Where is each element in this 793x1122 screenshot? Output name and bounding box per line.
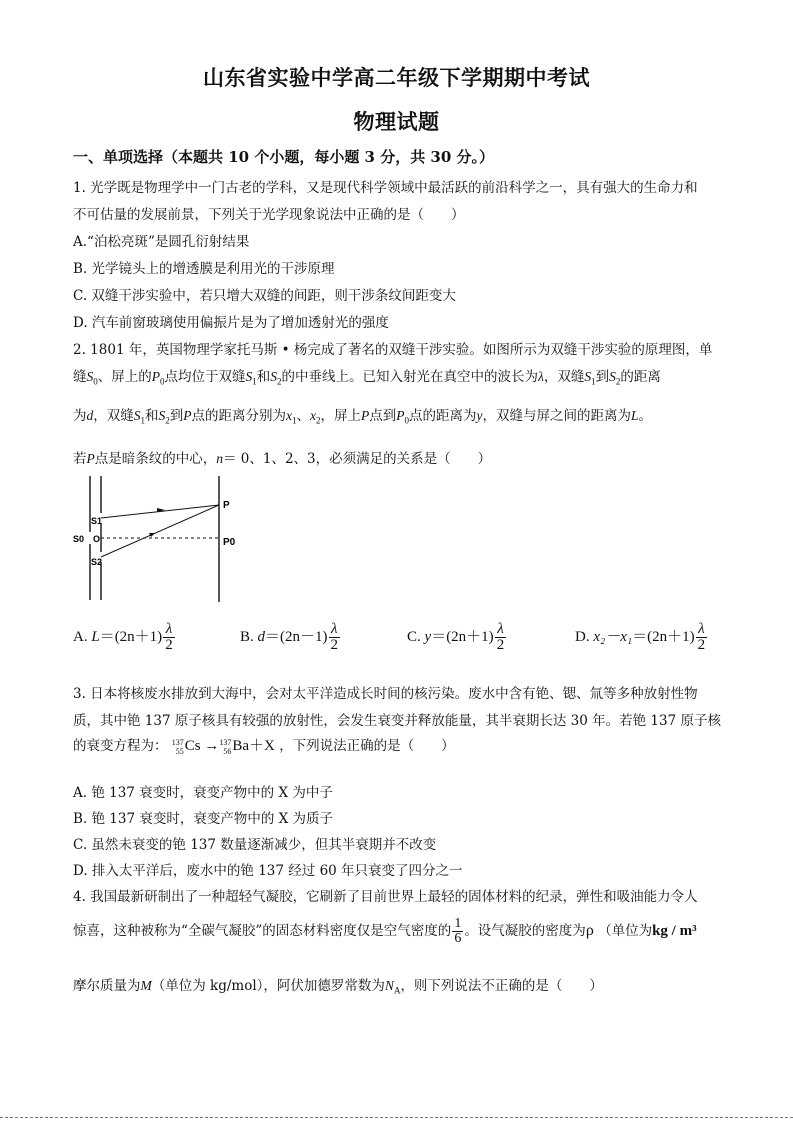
q2-option-c: C. y＝(2n＋1) $\frac{\lambda}{2}$ [407, 621, 505, 653]
label-s2: S2 [91, 557, 103, 567]
q1-option-c: C. 双缝干涉实验中，若只增大双缝的间距，则干涉条纹间距变大 [73, 288, 456, 304]
label-o: O [93, 534, 101, 544]
ray-s1-p [101, 505, 219, 518]
double-slit-diagram [73, 472, 273, 604]
q1-option-d: D. 汽车前窗玻璃使用偏振片是为了增加透射光的强度 [73, 315, 389, 331]
q4-stem-line1: 4. 我国最新研制出了一种超轻气凝胶，它刷新了目前世界上最轻的固体材料的纪录，弹性和吸油能力令人 [73, 889, 698, 905]
q2-stem-line2: 缝$S_0$、屏上的$P_0$点均位于双缝$S_1$和$S_2$的中垂线上。已知入射光在真空中的波长为λ，双缝$S_1$到$S_2$的距离 [73, 369, 661, 387]
ray-s2-p [101, 505, 219, 557]
q3-option-d: D. 排入太平洋后，废水中的铯 137 经过 60 年只衰变了四分之一 [73, 863, 463, 879]
q4-stem-line2: 惊喜，这种被称为“全碳气凝胶”的固态材料密度仅是空气密度的 $\frac{1}{6}$ 。设气凝胶的密度为ρ （单位为kg / m³ [73, 916, 697, 946]
q1-option-b: B. 光学镜头上的增透膜是利用光的干涉原理 [73, 261, 335, 277]
q2-option-a: A. L＝(2n＋1) $\frac{\lambda}{2}$ [73, 621, 173, 653]
q3-option-b: B. 铯 137 衰变时，衰变产物中的 X 为质子 [73, 811, 334, 827]
q1-stem-line1: 1. 光学既是物理学中一门古老的学科，又是现代科学领域中最活跃的前沿科学之一，具有强大的生命力和 [73, 180, 698, 196]
page-bottom-divider [0, 1117, 793, 1118]
q2-stem-line1: 2. 1801 年，英国物理学家托马斯 • 杨完成了著名的双缝干涉实验。如图所示为双缝干涉实验的原理图，单 [73, 342, 713, 358]
q3-stem-line2: 质，其中铯 137 原子核具有较强的放射性，会发生衰变并释放能量，其半衰期长达 30 年。若铯 137 原子核 [73, 713, 721, 729]
exam-title: 山东省实验中学高二年级下学期期中考试 [203, 65, 590, 90]
q3-option-a: A. 铯 137 衰变时，衰变产物中的 X 为中子 [73, 785, 333, 801]
q4-stem-line3: 摩尔质量为M（单位为 kg/mol），阿伏加德罗常数为$N_A$，则下列说法不正确的是（ ） [73, 978, 603, 996]
q2-stem-line3: 为d，双缝$S_1$和$S_2$到P点的距离分别为$x_1$、$x_2$，屏上P点到$P_0$点的距离为y，双缝与屏之间的距离为L。 [73, 408, 653, 426]
q2-option-b: B. d＝(2n－1) $\frac{\lambda}{2}$ [240, 621, 339, 653]
decay-equation: 137 55Cs →137 56Ba＋X [171, 737, 275, 756]
section-heading: 一、单项选择（本题共 10 个小题，每小题 3 分，共 30 分。） [73, 148, 495, 166]
q1-option-a: A.“泊松亮斑”是圆孔衍射结果 [73, 234, 250, 250]
label-p0: P0 [223, 537, 236, 548]
q3-stem-line3: 的衰变方程为： 137 55Cs →137 56Ba＋X ，下列说法正确的是（ ） [73, 734, 455, 756]
label-p: P [223, 500, 230, 511]
label-s1: S1 [91, 516, 103, 526]
q2-option-d: D. x₂－x₁＝(2n＋1) $\frac{\lambda}{2}$ [575, 621, 706, 653]
q3-stem-line1: 3. 日本将核废水排放到大海中，会对太平洋造成长时间的核污染。废水中含有铯、锶、氚等多种放射性物 [73, 686, 698, 702]
q1-stem-line2: 不可估量的发展前景，下列关于光学现象说法中正确的是（ ） [73, 207, 465, 223]
q3-option-c: C. 虽然未衰变的铯 137 数量逐渐减少，但其半衰期并不改变 [73, 837, 437, 853]
q2-stem-line4: 若P点是暗条纹的中心，n＝ 0、1、2、3，必须满足的关系是（ ） [73, 451, 492, 467]
exam-subtitle: 物理试题 [353, 109, 440, 134]
label-s0: S0 [73, 534, 85, 544]
